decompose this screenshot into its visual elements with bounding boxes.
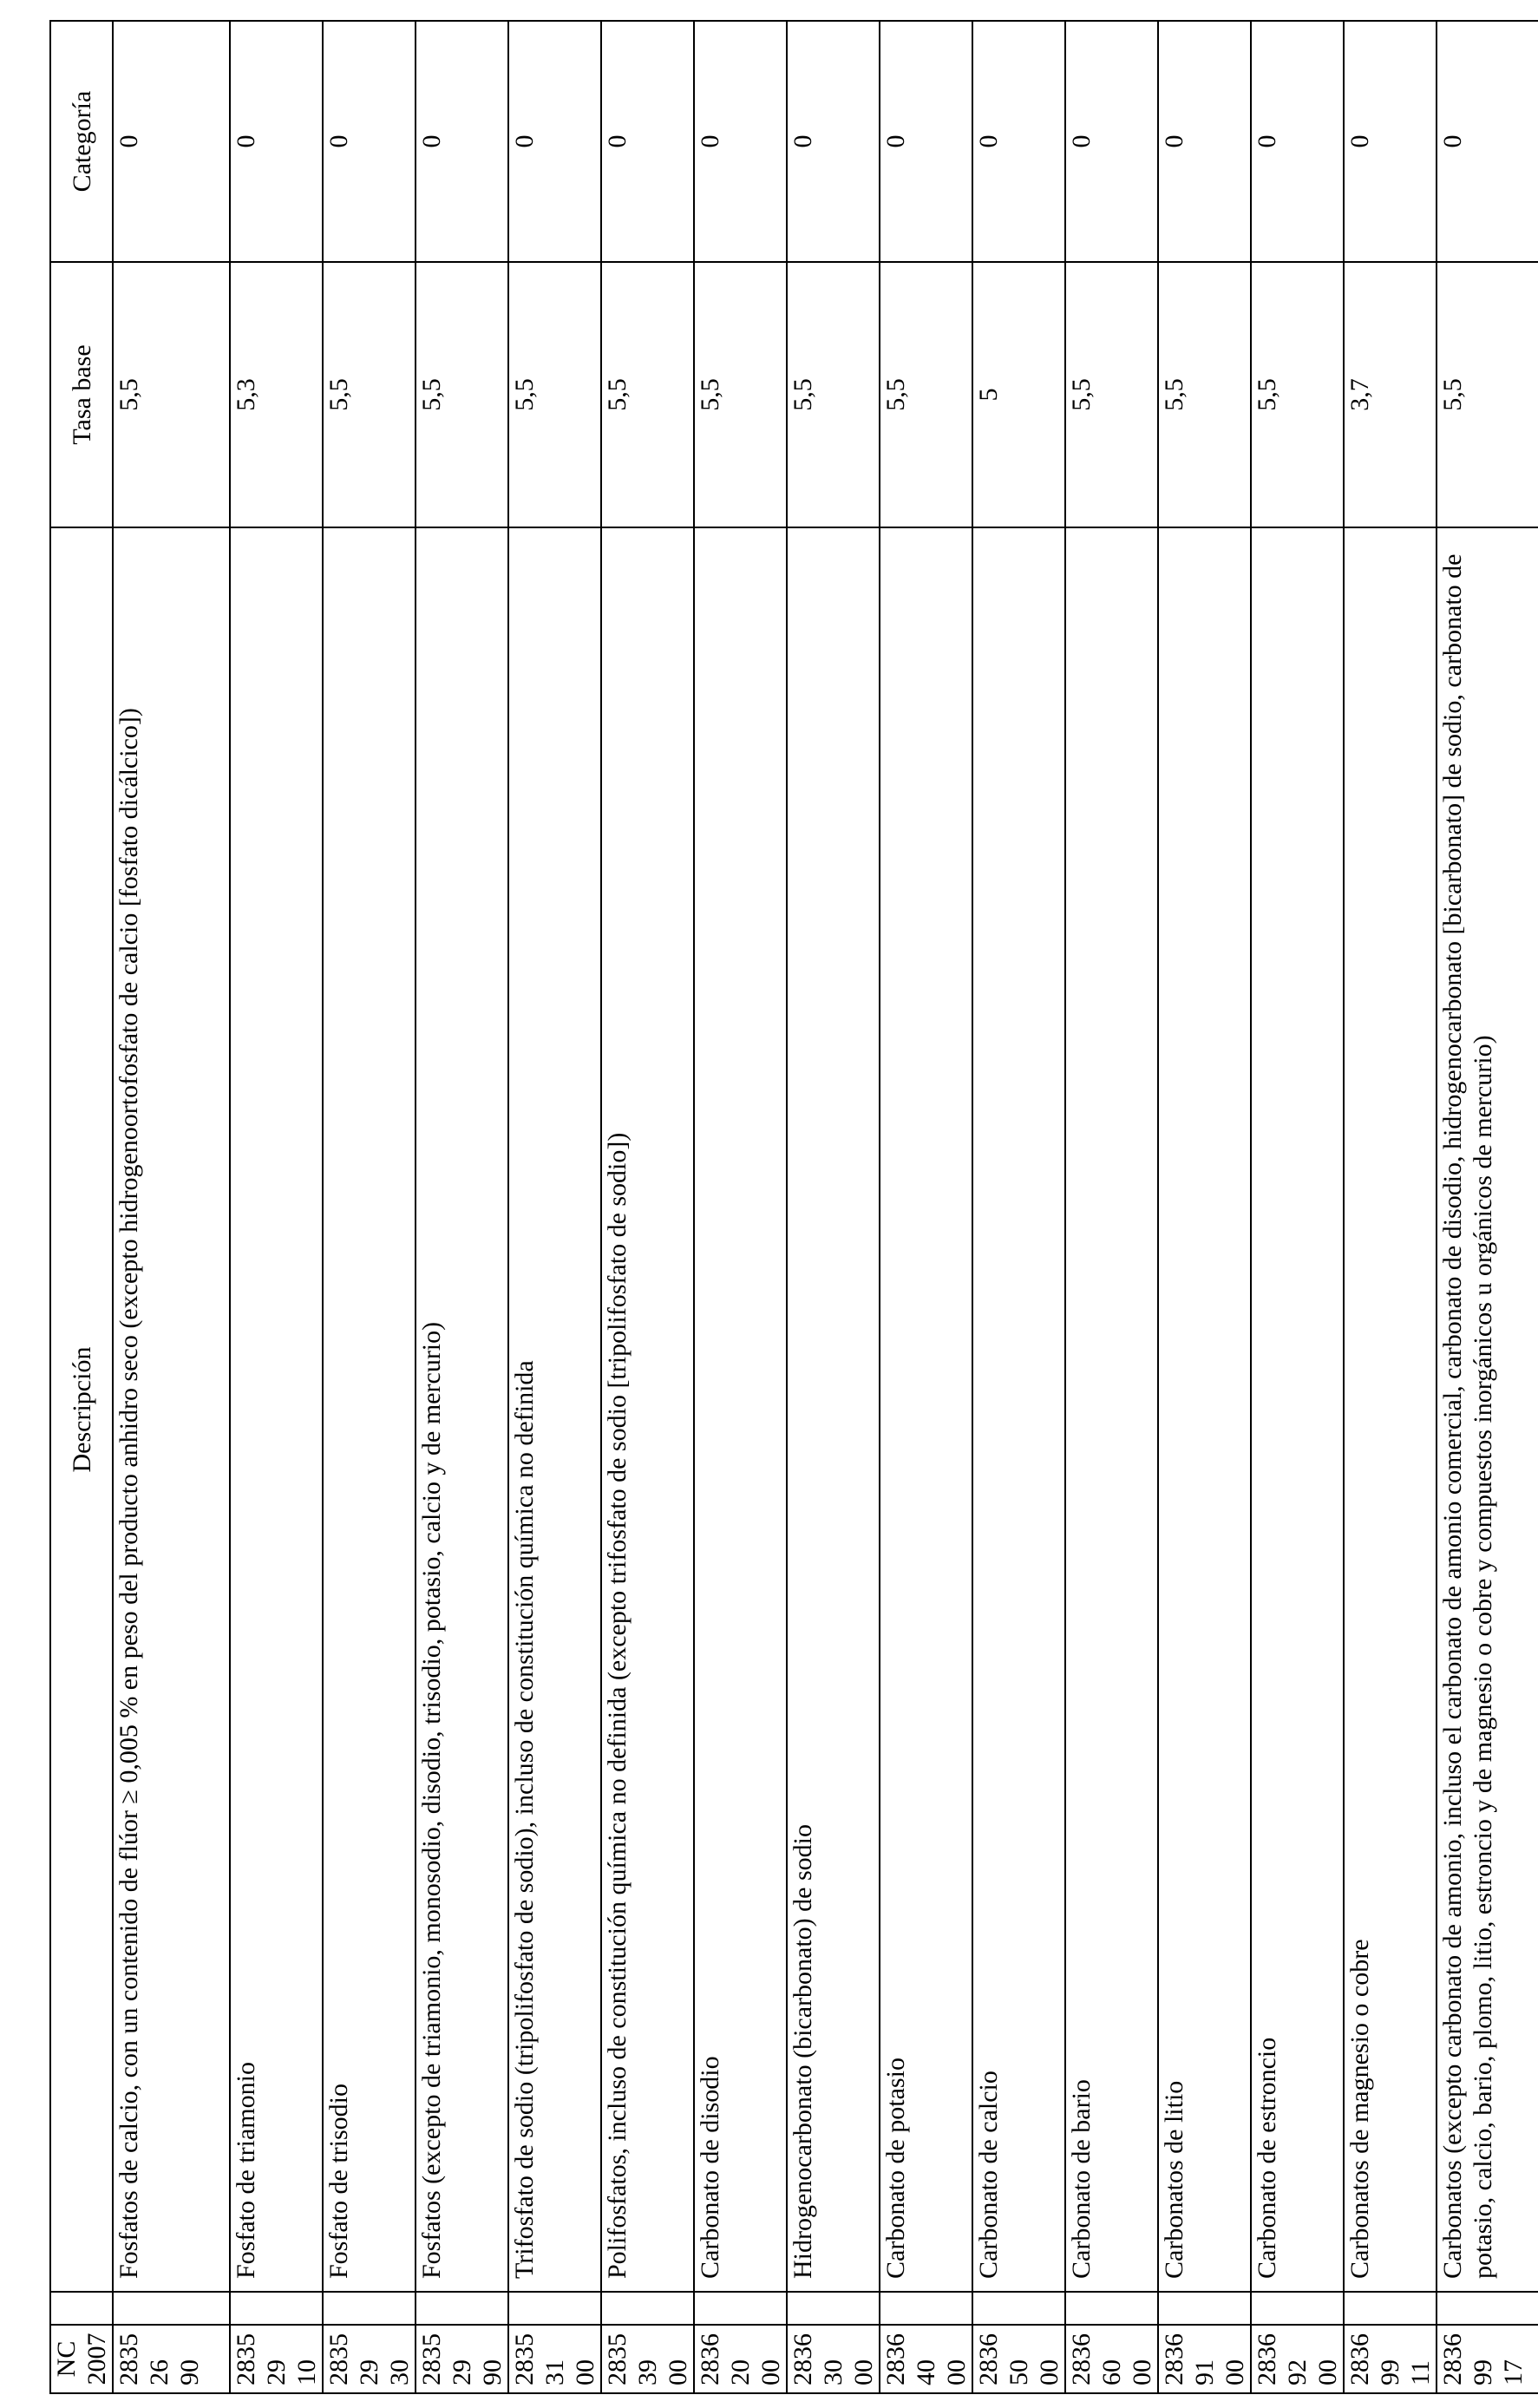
cell-description: Carbonato de estroncio [1251, 527, 1344, 2292]
cell-spacer [1344, 2292, 1437, 2325]
table-row [880, 21, 972, 2393]
table-header-row [50, 21, 113, 2393]
header-category: Categoría [50, 21, 113, 262]
cell-description: Fosfato de trisodio [323, 527, 416, 2292]
cell-category: 0 [113, 21, 230, 262]
cell-rate: 5 [972, 262, 1065, 527]
cell-category: 0 [323, 21, 416, 262]
cell-description: Carbonatos (excepto carbonato de amonio, incluso el carbonato de amonio comercial, carbonato de disodio, hidrogenocarbonato [bicarbonato] de sodio, carbonato de potasio, calcio, bario, plomo, litio, estroncio y de magnesio o cobre y compuestos inorgánicos u orgánicos de mercurio) [1437, 527, 1538, 2292]
cell-category: 0 [1158, 21, 1251, 262]
table-row [787, 21, 880, 2393]
table-row [323, 21, 416, 2393]
cell-rate: 5,5 [416, 262, 508, 527]
cell-code: 2836 20 00 [694, 2325, 787, 2393]
cell-description: Carbonatos de litio [1158, 527, 1251, 2292]
cell-spacer [508, 2292, 601, 2325]
cell-description: Carbonato de bario [1065, 527, 1158, 2292]
table-row [1437, 21, 1538, 2393]
cell-category: 0 [694, 21, 787, 262]
table-row [1158, 21, 1251, 2393]
tariff-table-rotated [49, 22, 1528, 2394]
cell-rate: 5,5 [113, 262, 230, 527]
table-row [230, 21, 323, 2393]
table-row [972, 21, 1065, 2393]
cell-spacer [1158, 2292, 1251, 2325]
cell-code: 2835 26 90 [113, 2325, 230, 2393]
table-body [113, 21, 1538, 2393]
cell-category: 0 [601, 21, 694, 262]
cell-category: 0 [972, 21, 1065, 262]
cell-code: 2835 31 00 [508, 2325, 601, 2393]
table-row [694, 21, 787, 2393]
cell-spacer [1065, 2292, 1158, 2325]
header-code: NC 2007 [50, 2325, 113, 2393]
table-row [1065, 21, 1158, 2393]
cell-spacer [972, 2292, 1065, 2325]
cell-code: 2836 50 00 [972, 2325, 1065, 2393]
table-row [508, 21, 601, 2393]
cell-spacer [787, 2292, 880, 2325]
cell-description: Carbonato de calcio [972, 527, 1065, 2292]
cell-spacer [113, 2292, 230, 2325]
cell-category: 0 [230, 21, 323, 262]
cell-rate: 5,5 [1065, 262, 1158, 527]
cell-code: 2835 29 10 [230, 2325, 323, 2393]
cell-spacer [323, 2292, 416, 2325]
tariff-table [49, 20, 1538, 2394]
cell-rate: 5,5 [508, 262, 601, 527]
table-row [416, 21, 508, 2393]
cell-rate: 5,5 [694, 262, 787, 527]
table-row [1344, 21, 1437, 2393]
cell-rate: 3,7 [1344, 262, 1437, 527]
table-row [601, 21, 694, 2393]
cell-rate: 5,5 [1158, 262, 1251, 527]
cell-rate: 5,5 [1437, 262, 1538, 527]
cell-category: 0 [416, 21, 508, 262]
header-rate: Tasa base [50, 262, 113, 527]
cell-spacer [416, 2292, 508, 2325]
cell-description: Trifosfato de sodio (tripolifosfato de sodio), incluso de constitución química no definida [508, 527, 601, 2292]
cell-rate: 5,5 [323, 262, 416, 527]
cell-category: 0 [1437, 21, 1538, 262]
cell-category: 0 [1251, 21, 1344, 262]
cell-code: 2836 99 11 [1344, 2325, 1437, 2393]
cell-spacer [1437, 2292, 1538, 2325]
cell-code: 2836 92 00 [1251, 2325, 1344, 2393]
cell-rate: 5,5 [1251, 262, 1344, 527]
cell-code: 2835 29 90 [416, 2325, 508, 2393]
cell-category: 0 [508, 21, 601, 262]
cell-category: 0 [1344, 21, 1437, 262]
cell-code: 2836 91 00 [1158, 2325, 1251, 2393]
header-description: Descripción [50, 527, 113, 2292]
cell-rate: 5,5 [880, 262, 972, 527]
cell-description: Carbonato de potasio [880, 527, 972, 2292]
cell-spacer [694, 2292, 787, 2325]
table-row [113, 21, 230, 2393]
cell-rate: 5,3 [230, 262, 323, 527]
cell-code: 2836 99 17 [1437, 2325, 1538, 2393]
cell-description: Polifosfatos, incluso de constitución química no definida (excepto trifosfato de sodio [tripolifosfato de sodio]) [601, 527, 694, 2292]
table-row [1251, 21, 1344, 2393]
cell-description: Hidrogenocarbonato (bicarbonato) de sodio [787, 527, 880, 2292]
cell-code: 2835 39 00 [601, 2325, 694, 2393]
header-spacer [50, 2292, 113, 2325]
cell-description: Fosfatos (excepto de triamonio, monosodio, disodio, trisodio, potasio, calcio y de mercurio) [416, 527, 508, 2292]
cell-description: Carbonato de disodio [694, 527, 787, 2292]
cell-spacer [601, 2292, 694, 2325]
cell-description: Fosfato de triamonio [230, 527, 323, 2292]
cell-rate: 5,5 [787, 262, 880, 527]
cell-rate: 5,5 [601, 262, 694, 527]
cell-description: Carbonatos de magnesio o cobre [1344, 527, 1437, 2292]
cell-code: 2836 40 00 [880, 2325, 972, 2393]
cell-spacer [1251, 2292, 1344, 2325]
cell-code: 2835 29 30 [323, 2325, 416, 2393]
cell-spacer [230, 2292, 323, 2325]
cell-code: 2836 60 00 [1065, 2325, 1158, 2393]
cell-category: 0 [880, 21, 972, 262]
cell-spacer [880, 2292, 972, 2325]
cell-category: 0 [1065, 21, 1158, 262]
cell-category: 0 [787, 21, 880, 262]
cell-description: Fosfatos de calcio, con un contenido de flúor ≥ 0,005 % en peso del producto anhidro seco (excepto hidrogenoortofosfato de calcio [fosfato dicálcico]) [113, 527, 230, 2292]
cell-code: 2836 30 00 [787, 2325, 880, 2393]
